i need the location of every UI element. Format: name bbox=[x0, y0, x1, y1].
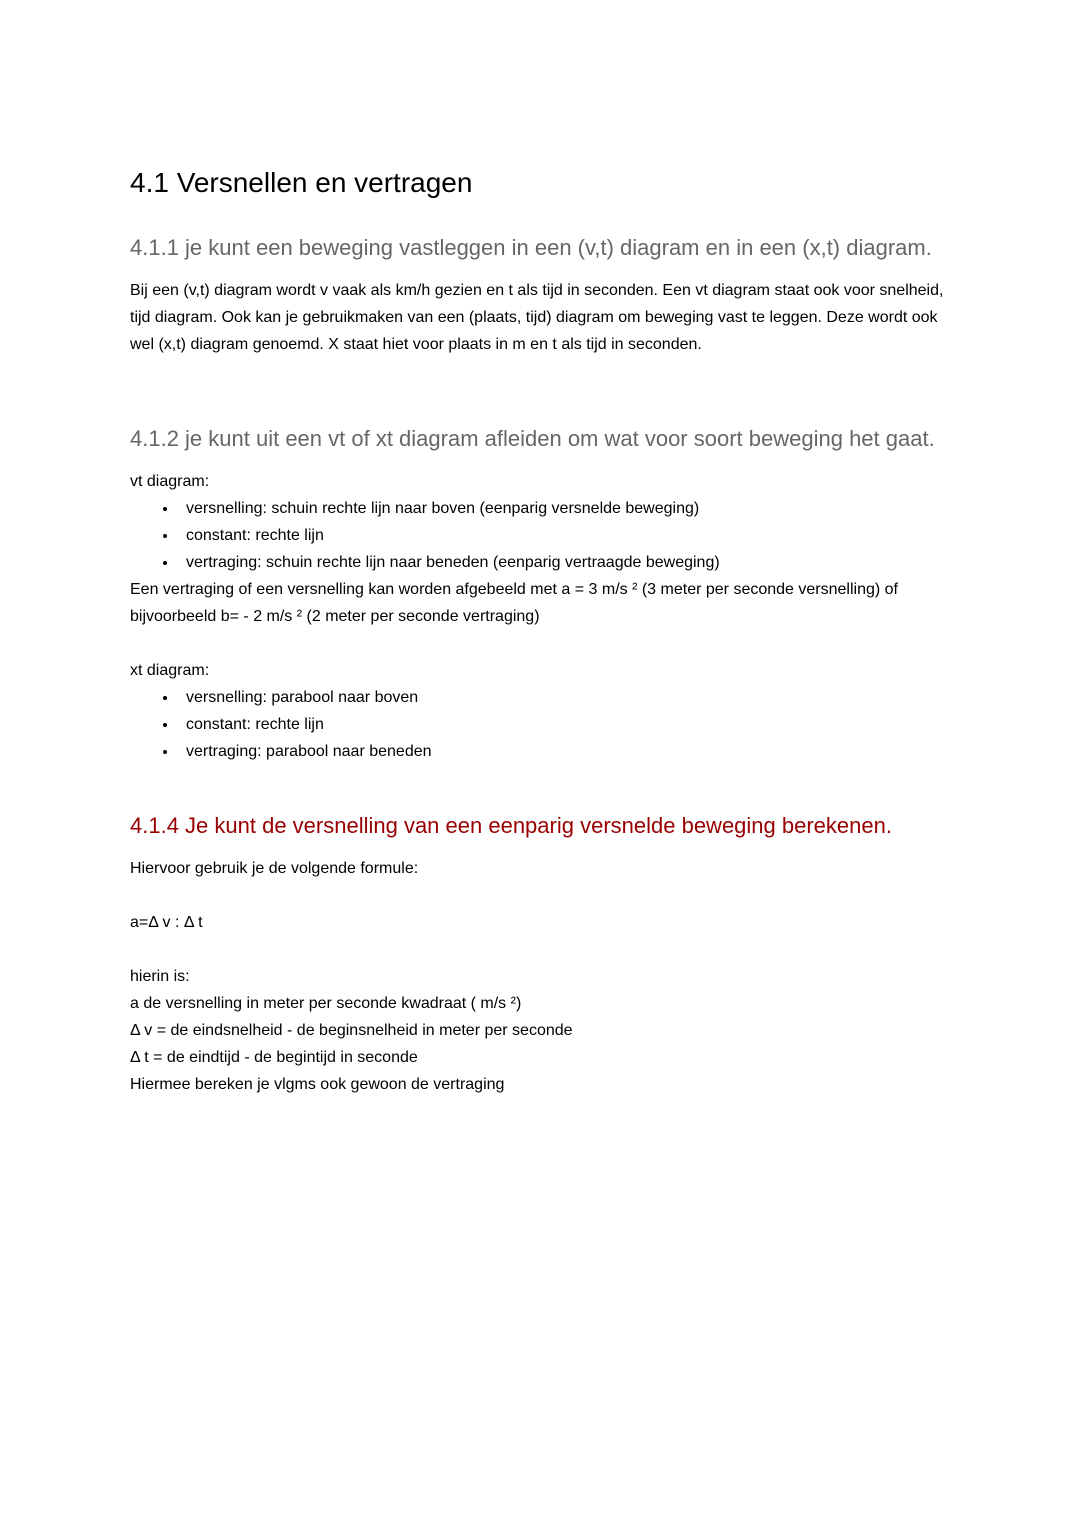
vt-diagram-label: vt diagram: bbox=[130, 473, 210, 490]
bullet-item: • versnelling: schuin rechte lijn naar boven (eenparig versnelde beweging) bbox=[178, 495, 920, 522]
section-4-1-2 bbox=[130, 422, 950, 765]
bullet-item: • vertraging: parabool naar beneden bbox=[178, 738, 920, 765]
paragraph-acceleration-note: Een vertraging of een versnelling kan worden afgebeeld met a = 3 m/s ² (3 meter per seconde versnelling) of bijvoorbeeld b= - 2 m/s ² (2 meter per seconde vertraging) bbox=[130, 581, 898, 625]
formula-intro: Hiervoor gebruik je de volgende formule: bbox=[130, 860, 419, 877]
xt-diagram-label: xt diagram: bbox=[130, 662, 210, 679]
bullet-item: • versnelling: parabool naar boven bbox=[178, 684, 920, 711]
legend-line-delta-t: Δ t = de eindtijd - de begintijd in seconde bbox=[130, 1049, 418, 1066]
bullet-item: • vertraging: schuin rechte lijn naar beneden (eenparig vertraagde beweging) bbox=[178, 549, 920, 576]
section-4-1-1 bbox=[130, 231, 950, 358]
heading-4-1-4: 4.1.4 Je kunt de versnelling van een eenparig versnelde beweging berekenen. bbox=[130, 813, 892, 838]
xt-diagram-bullet-list bbox=[130, 684, 920, 765]
bullet-item: • constant: rechte lijn bbox=[178, 711, 920, 738]
heading-4-1-2: 4.1.2 je kunt uit een vt of xt diagram afleiden om wat voor soort beweging het gaat. bbox=[130, 426, 935, 451]
legend-line-a: a de versnelling in meter per seconde kwadraat ( m/s ²) bbox=[130, 995, 522, 1012]
paragraph-diagram-intro: Bij een (v,t) diagram wordt v vaak als km/h gezien en t als tijd in seconden. Een vt diagram staat ook voor snelheid, tijd diagram. Ook kan je gebruikmaken van een (plaats, tijd) diagram om beweging vast te leggen. Deze wordt ook wel (x,t) diagram genoemd. X staat hiet voor plaats in m en t als tijd in seconden. bbox=[130, 282, 944, 353]
section-4-1-4 bbox=[130, 809, 950, 1098]
vt-diagram-bullet-list bbox=[130, 495, 920, 576]
legend-line-note: Hiermee bereken je vlgms ook gewoon de vertraging bbox=[130, 1076, 505, 1093]
document-title: 4.1 Versnellen en vertragen bbox=[130, 167, 473, 198]
formula-acceleration: a=Δ v : Δ t bbox=[130, 914, 203, 931]
legend-label: hierin is: bbox=[130, 968, 190, 985]
heading-4-1-1: 4.1.1 je kunt een beweging vastleggen in een (v,t) diagram en in een (x,t) diagram. bbox=[130, 235, 932, 260]
legend-line-delta-v: Δ v = de eindsnelheid - de beginsnelheid in meter per seconde bbox=[130, 1022, 573, 1039]
bullet-item: • constant: rechte lijn bbox=[178, 522, 920, 549]
